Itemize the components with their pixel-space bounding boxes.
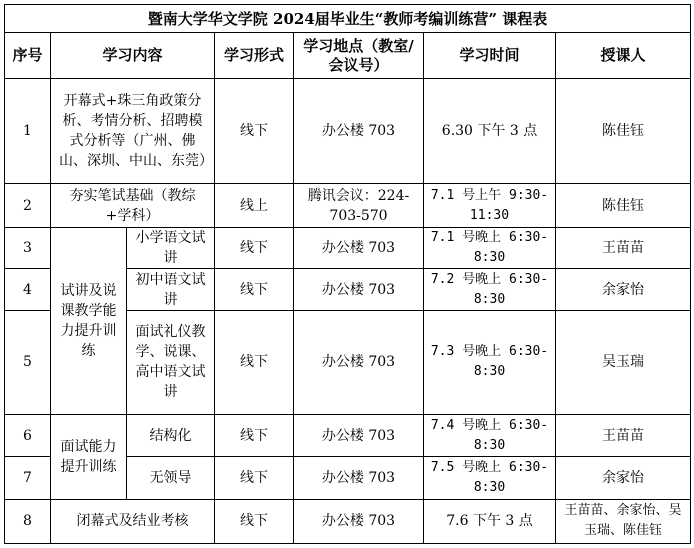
table-row (5, 79, 691, 184)
group-interview-label: 面试能力提升训练 (51, 415, 127, 499)
row-place: 办公楼 703 (294, 310, 424, 415)
row-form: 线下 (215, 79, 294, 184)
row-no: 2 (5, 183, 51, 227)
row-content: 初中语文试讲 (127, 269, 215, 310)
header-teacher: 授课人 (556, 33, 691, 79)
row-no: 7 (5, 457, 51, 499)
table-row (5, 228, 691, 269)
row-time: 7.4 号晚上 6:30-8:30 (424, 415, 556, 457)
row-time: 7.3 号晚上 6:30-8:30 (424, 310, 556, 415)
row-place: 办公楼 703 (294, 79, 424, 184)
row-content: 小学语文试讲 (127, 228, 215, 269)
row-place: 腾讯会议：224-703-570 (294, 183, 424, 227)
row-content: 闭幕式及结业考核 (51, 499, 215, 543)
table-title: 暨南大学华文学院 2024届毕业生“教师考编训练营” 课程表 (5, 5, 691, 33)
row-form: 线上 (215, 183, 294, 227)
schedule-table (4, 4, 691, 544)
row-no: 1 (5, 79, 51, 184)
row-teacher: 王苗苗 (556, 228, 691, 269)
row-place: 办公楼 703 (294, 269, 424, 310)
row-content: 无领导 (127, 457, 215, 499)
row-teacher: 吴玉瑞 (556, 310, 691, 415)
row-no: 6 (5, 415, 51, 457)
header-place: 学习地点（教室/会议号） (294, 33, 424, 79)
row-form: 线下 (215, 415, 294, 457)
row-form: 线下 (215, 499, 294, 543)
row-content: 面试礼仪教学、说课、高中语文试讲 (127, 310, 215, 415)
row-place: 办公楼 703 (294, 415, 424, 457)
row-no: 3 (5, 228, 51, 269)
row-form: 线下 (215, 310, 294, 415)
row-time: 7.1 号晚上 6:30-8:30 (424, 228, 556, 269)
row-form: 线下 (215, 457, 294, 499)
row-no: 4 (5, 269, 51, 310)
header-content: 学习内容 (51, 33, 215, 79)
table-row (5, 183, 691, 227)
row-content: 开幕式+珠三角政策分析、考情分析、招聘模式分析等（广州、佛山、深圳、中山、东莞） (51, 79, 215, 184)
group-trial-label: 试讲及说课教学能力提升训练 (51, 228, 127, 415)
row-place: 办公楼 703 (294, 499, 424, 543)
row-form: 线下 (215, 269, 294, 310)
row-place: 办公楼 703 (294, 457, 424, 499)
row-no: 8 (5, 499, 51, 543)
table-row (5, 499, 691, 543)
row-teacher: 王苗苗、余家怡、吴玉瑞、陈佳钰 (556, 499, 691, 543)
row-time: 7.6 下午 3 点 (424, 499, 556, 543)
row-time: 7.1 号上午 9:30-11:30 (424, 183, 556, 227)
row-teacher: 余家怡 (556, 269, 691, 310)
row-teacher: 陈佳钰 (556, 79, 691, 184)
row-teacher: 王苗苗 (556, 415, 691, 457)
header-time: 学习时间 (424, 33, 556, 79)
row-teacher: 陈佳钰 (556, 183, 691, 227)
row-content: 结构化 (127, 415, 215, 457)
row-teacher: 余家怡 (556, 457, 691, 499)
row-no: 5 (5, 310, 51, 415)
header-form: 学习形式 (215, 33, 294, 79)
row-time: 7.2 号晚上 6:30-8:30 (424, 269, 556, 310)
header-no: 序号 (5, 33, 51, 79)
row-form: 线下 (215, 228, 294, 269)
row-time: 7.5 号晚上 6:30-8:30 (424, 457, 556, 499)
row-content: 夯实笔试基础（教综+学科） (51, 183, 215, 227)
row-time: 6.30 下午 3 点 (424, 79, 556, 184)
row-place: 办公楼 703 (294, 228, 424, 269)
table-row (5, 415, 691, 457)
